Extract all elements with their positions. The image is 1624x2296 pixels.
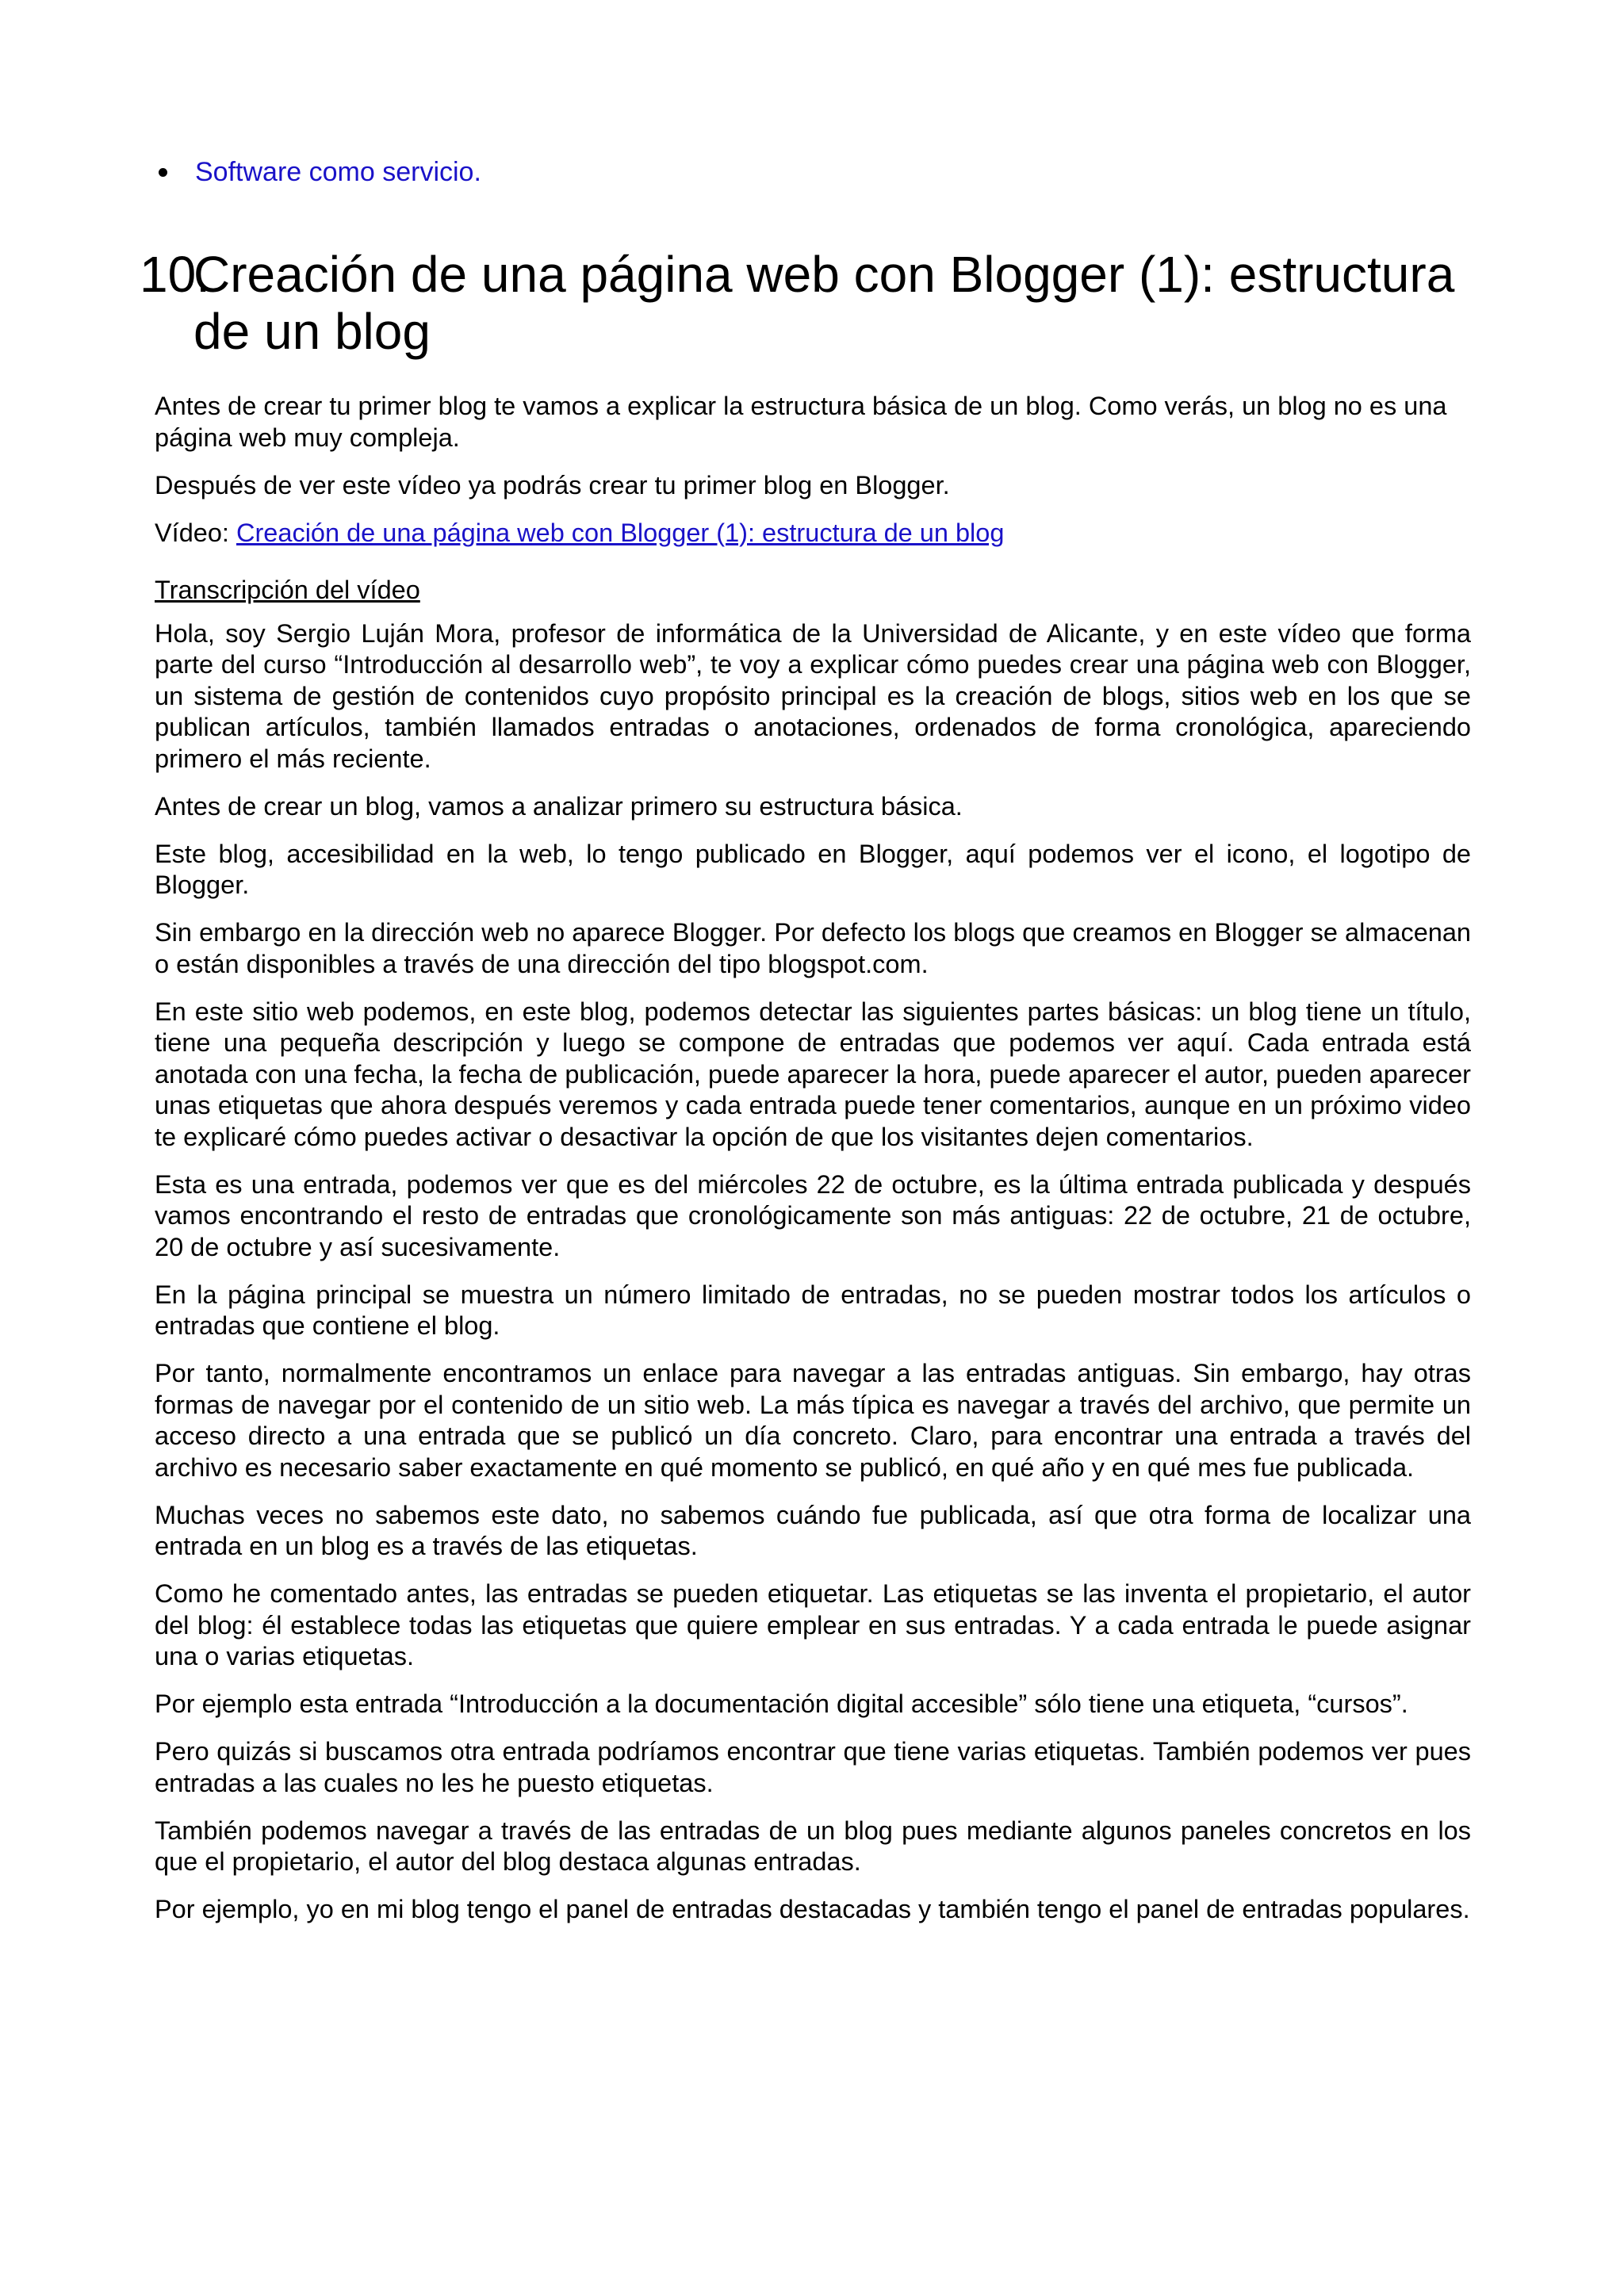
bullet-item [195, 153, 481, 191]
transcript-paragraph-13: También podemos navegar a través de las entradas de un blog pues mediante algunos paneles concretos en los que el propietario, el autor del blog destaca algunas entradas. [155, 1816, 1471, 1876]
transcript-paragraph-10: Como he comentado antes, las entradas se pueden etiquetar. Las etiquetas se las inventa el propietario, el autor del blog: él establece todas las etiquetas que quiere emplear en sus entradas. Y a cada entrada le puede asignar una o varias etiquetas. [155, 1579, 1471, 1670]
bullet-link[interactable]: Software como servicio. [195, 157, 481, 187]
video-label: Vídeo: [155, 518, 236, 547]
transcript-paragraph-5: En este sitio web podemos, en este blog, podemos detectar las siguientes partes básicas: un blog tiene un título, tiene una pequeña descripción y luego se compone de entradas que podemos ver aquí. Cada entrada está anotada con una fecha, la fecha de publicación, puede aparecer la hora, puede aparecer el autor, pueden aparecer unas etiquetas que ahora después veremos y cada entrada puede tener comentarios, aunque en un próximo video te explicaré cómo puedes activar o desactivar la opción de que los visitantes dejen comentarios. [155, 997, 1471, 1151]
transcript-paragraph-1: Hola, soy Sergio Luján Mora, profesor de informática de la Universidad de Alicante, y en este vídeo que forma parte del curso “Introducción al desarrollo web”, te voy a explicar cómo puedes crear una página web con Blogger, un sistema de gestión de contenidos cuyo propósito principal es la creación de blogs, sitios web en los que se publican artículos, también llamados entradas o anotaciones, ordenados de forma cronológica, apareciendo primero el más reciente. [155, 618, 1471, 773]
bullet-dot-icon [159, 168, 167, 177]
transcript-paragraph-7: En la página principal se muestra un número limitado de entradas, no se pueden mostrar todos los artículos o entradas que contiene el blog. [155, 1280, 1471, 1340]
section-number: 10. [140, 246, 210, 303]
transcript-paragraph-9: Muchas veces no sabemos este dato, no sabemos cuándo fue publicada, así que otra forma de localizar una entrada en un blog es a través de las etiquetas. [155, 1500, 1471, 1560]
transcript-paragraph-12: Pero quizás si buscamos otra entrada podríamos encontrar que tiene varias etiquetas. También podemos ver pues entradas a las cuales no les he puesto etiquetas. [155, 1737, 1471, 1797]
transcript-paragraph-8: Por tanto, normalmente encontramos un enlace para navegar a las entradas antiguas. Sin embargo, hay otras formas de navegar por el contenido de un sitio web. La más típica es navegar a través del archivo, que permite un acceso directo a una entrada que se publicó un día concreto. Claro, para encontrar una entrada a través del archivo es necesario saber exactamente en qué momento se publicó, en qué año y en qué mes fue publicada. [155, 1359, 1471, 1482]
transcript-paragraph-4: Sin embargo en la dirección web no aparece Blogger. Por defecto los blogs que creamos en Blogger se almacenan o están disponibles a través de una dirección del tipo blogspot.com. [155, 918, 1471, 978]
transcript-paragraph-11: Por ejemplo esta entrada “Introducción a la documentación digital accesible” sólo tiene una etiqueta, “cursos”. [155, 1689, 1408, 1718]
video-line [155, 518, 1471, 549]
transcript-paragraph-14: Por ejemplo, yo en mi blog tengo el panel de entradas destacadas y también tengo el panel de entradas populares. [155, 1895, 1470, 1923]
transcript-title: Transcripción del vídeo [155, 576, 420, 604]
transcript-paragraph-3: Este blog, accesibilidad en la web, lo tengo publicado en Blogger, aquí podemos ver el icono, el logotipo de Blogger. [155, 839, 1471, 899]
bullet-list [195, 153, 481, 191]
video-link[interactable]: Creación de una página web con Blogger (1): estructura de un blog [236, 518, 1005, 547]
intro-paragraph-1: Antes de crear tu primer blog te vamos a explicar la estructura básica de un blog. Como verás, un blog no es una página web muy compleja. [155, 392, 1447, 452]
transcript-paragraph-2: Antes de crear un blog, vamos a analizar primero su estructura básica. [155, 791, 963, 821]
transcript-paragraph-6: Esta es una entrada, podemos ver que es del miércoles 22 de octubre, es la última entrada publicada y después vamos encontrando el resto de entradas que cronológicamente son más antiguas: 22 de octubre, 21 de octubre, 20 de octubre y así sucesivamente. [155, 1169, 1471, 1261]
section-heading [140, 246, 1488, 360]
intro-paragraph-2: Después de ver este vídeo ya podrás crear tu primer blog en Blogger. [155, 470, 950, 499]
section-title-line-1: Creación de una página web con Blogger (1): estructura [193, 246, 1455, 303]
section-title-line-2: de un blog [193, 303, 431, 360]
document-body [155, 391, 1471, 1942]
